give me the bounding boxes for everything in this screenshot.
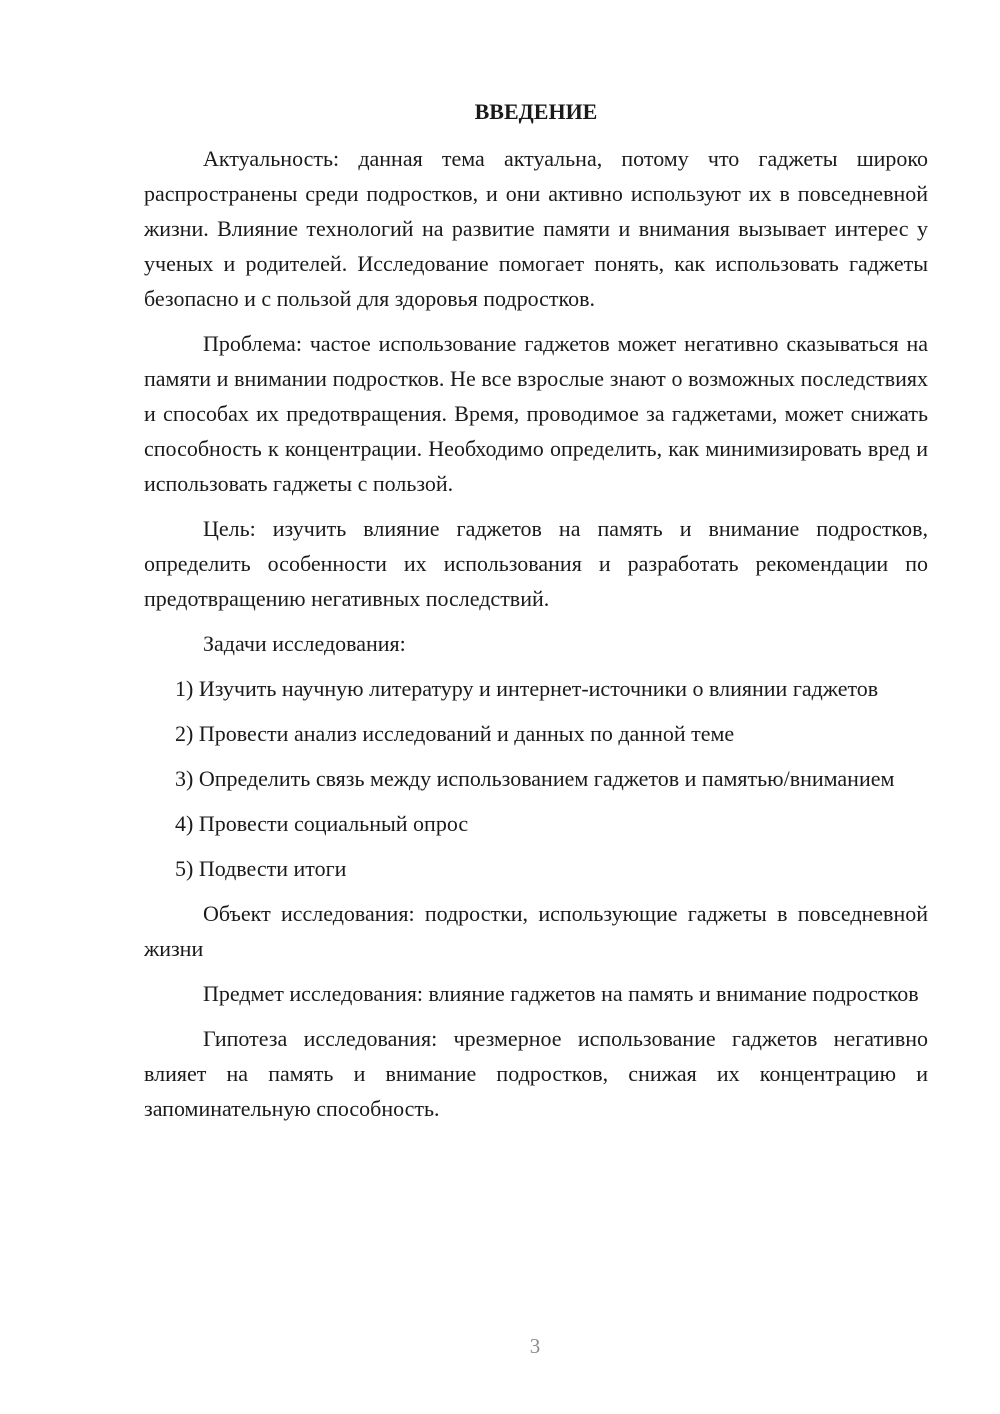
section-heading: ВВЕДЕНИЕ (474, 99, 598, 124)
paragraph-tasks-title: Задачи исследования: (203, 631, 406, 656)
paragraph-relevance: Актуальность: данная тема актуальна, потому что гаджеты широко распространены среди подростков, и они активно используют их в повседневной жизни. Влияние технологий на развитие памяти и внимания вызывает интерес у ученых и родителей. Исследование помогает понять, как использовать гаджеты безопасно и с пользой для здоровья подростков. (144, 146, 928, 311)
task-item-2: 2) Провести анализ исследований и данных по данной теме (175, 721, 735, 746)
paragraph-object: Объект исследования: подростки, использующие гаджеты в повседневной жизни (144, 901, 928, 961)
task-item-3: 3) Определить связь между использованием гаджетов и памятью/вниманием (175, 766, 895, 791)
paragraph-problem: Проблема: частое использование гаджетов может негативно сказываться на памяти и внимании подростков. Не все взрослые знают о возможных последствиях и способах их предотвращения. Время, проводимое за гаджетами, может снижать способность к концентрации. Необходимо определить, как минимизировать вред и использовать гаджеты с пользой. (144, 331, 928, 496)
paragraph-goal: Цель: изучить влияние гаджетов на память и внимание подростков, определить особенности их использования и разработать рекомендации по предотвращению негативных последствий. (144, 516, 928, 611)
paragraph-hypothesis: Гипотеза исследования: чрезмерное использование гаджетов негативно влияет на память и внимание подростков, снижая их концентрацию и запоминательную способность. (144, 1026, 928, 1121)
paragraph-subject: Предмет исследования: влияние гаджетов на память и внимание подростков (203, 981, 919, 1006)
task-item-4: 4) Провести социальный опрос (175, 811, 469, 836)
task-item-5: 5) Подвести итоги (175, 856, 347, 881)
page-number: 3 (529, 1334, 541, 1358)
page-content (144, 94, 928, 1136)
task-item-1: 1) Изучить научную литературу и интернет-источники о влиянии гаджетов (175, 676, 879, 701)
